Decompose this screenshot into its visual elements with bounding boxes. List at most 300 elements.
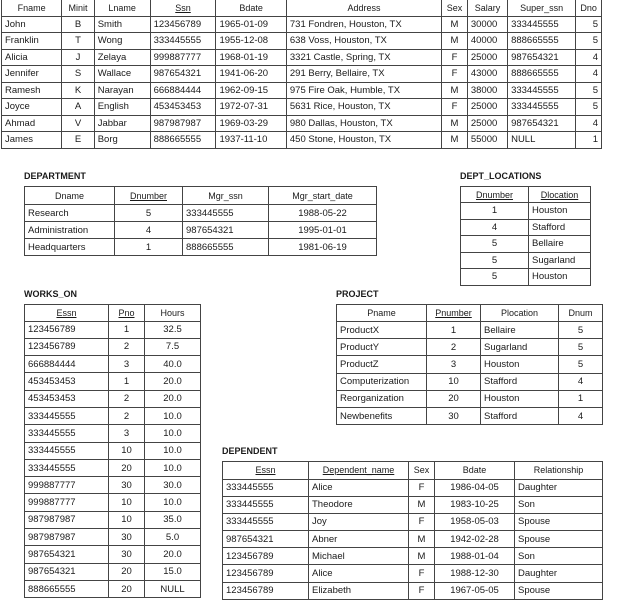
dependent-cell-essn: 123456789 [223, 565, 309, 582]
employee-cell-ssn: 453453453 [150, 99, 216, 116]
dependent-cell-essn: 333445555 [223, 479, 309, 496]
project-cell-plocation: Houston [481, 390, 559, 407]
employee-cell-salary: 25000 [467, 99, 507, 116]
department-header-dname: Dname [25, 187, 115, 205]
dept-locations-cell-dnumber: 5 [461, 252, 529, 269]
department-body [25, 205, 377, 256]
employee-cell-dno: 4 [576, 66, 602, 83]
department-header-row [25, 187, 377, 205]
employee-cell-address: 975 Fire Oak, Humble, TX [286, 82, 441, 99]
employee-cell-bdate: 1955-12-08 [216, 33, 286, 50]
employee-header-dno: Dno [576, 0, 602, 16]
dependent-header-sex: Sex [409, 462, 435, 480]
dependent-cell-bdate: 1988-01-04 [435, 548, 515, 565]
works-on-row [25, 390, 201, 407]
works-on-cell-essn: 453453453 [25, 373, 109, 390]
employee-row [2, 82, 602, 99]
employee-cell-salary: 38000 [467, 82, 507, 99]
department-cell-dname: Administration [25, 222, 115, 239]
department-row [25, 205, 377, 222]
employee-cell-salary: 55000 [467, 132, 507, 149]
works-on-row [25, 321, 201, 338]
dependent-body [223, 479, 603, 599]
dept-locations-title: DEPT_LOCATIONS [460, 171, 542, 181]
dept-locations-table [460, 186, 591, 286]
dependent-header-bdate: Bdate [435, 462, 515, 480]
project-cell-pname: Computerization [337, 373, 427, 390]
works-on-cell-pno: 2 [109, 390, 145, 407]
works-on-row [25, 425, 201, 442]
employee-cell-lname: Zelaya [94, 49, 150, 66]
dependent-cell-sex: M [409, 531, 435, 548]
employee-cell-bdate: 1965-01-09 [216, 16, 286, 33]
dept-locations-cell-dlocation: Houston [529, 269, 591, 286]
employee-header-ssn: Ssn [150, 0, 216, 16]
employee-cell-fname: Franklin [2, 33, 62, 50]
employee-cell-ssn: 999887777 [150, 49, 216, 66]
dept-locations-cell-dnumber: 1 [461, 203, 529, 220]
project-cell-pnumber: 10 [427, 373, 481, 390]
dependent-cell-sex: F [409, 513, 435, 530]
works-on-cell-essn: 987654321 [25, 563, 109, 580]
employee-cell-fname: John [2, 16, 62, 33]
dependent-cell-relationship: Spouse [515, 531, 603, 548]
dependent-cell-sex: F [409, 565, 435, 582]
employee-cell-sex: F [442, 66, 468, 83]
works-on-cell-hours: 7.5 [145, 338, 201, 355]
dept-locations-header-row [461, 187, 591, 203]
works-on-row [25, 494, 201, 511]
employee-cell-salary: 30000 [467, 16, 507, 33]
works-on-cell-pno: 10 [109, 511, 145, 528]
dept-locations-header-dnumber: Dnumber [461, 187, 529, 203]
project-cell-pname: ProductX [337, 322, 427, 339]
works-on-cell-hours: NULL [145, 580, 201, 597]
department-cell-mgr-ssn: 987654321 [183, 222, 269, 239]
dept-locations-cell-dlocation: Bellaire [529, 236, 591, 253]
works-on-cell-hours: 10.0 [145, 407, 201, 424]
employee-header-super-ssn: Super_ssn [508, 0, 576, 16]
project-row [337, 322, 603, 339]
works-on-cell-pno: 2 [109, 407, 145, 424]
works-on-row [25, 546, 201, 563]
project-body [337, 322, 603, 425]
employee-cell-fname: Ahmad [2, 115, 62, 132]
employee-cell-minit: A [62, 99, 94, 116]
employee-row [2, 49, 602, 66]
works-on-row [25, 356, 201, 373]
project-cell-dnum: 4 [559, 407, 603, 424]
department-row [25, 222, 377, 239]
dependent-title: DEPENDENT [222, 446, 278, 456]
works-on-row [25, 442, 201, 459]
project-cell-pnumber: 20 [427, 390, 481, 407]
dependent-cell-essn: 333445555 [223, 513, 309, 530]
department-header-mgr-ssn: Mgr_ssn [183, 187, 269, 205]
works-on-cell-essn: 333445555 [25, 425, 109, 442]
project-cell-pname: ProductY [337, 339, 427, 356]
dependent-cell-essn: 987654321 [223, 531, 309, 548]
project-row [337, 356, 603, 373]
employee-cell-bdate: 1969-03-29 [216, 115, 286, 132]
department-cell-mgr-start-date: 1981-06-19 [269, 239, 377, 256]
project-header-plocation: Plocation [481, 305, 559, 322]
dependent-cell-sex: M [409, 496, 435, 513]
dependent-row [223, 479, 603, 496]
works-on-cell-pno: 20 [109, 563, 145, 580]
dependent-cell-sex: M [409, 548, 435, 565]
works-on-cell-pno: 1 [109, 373, 145, 390]
dependent-cell-dependent-name: Abner [309, 531, 409, 548]
works-on-row [25, 563, 201, 580]
department-row [25, 239, 377, 256]
works-on-cell-hours: 20.0 [145, 546, 201, 563]
project-row [337, 373, 603, 390]
project-row [337, 339, 603, 356]
works-on-row [25, 373, 201, 390]
project-cell-pnumber: 3 [427, 356, 481, 373]
employee-cell-super-ssn: 987654321 [508, 49, 576, 66]
works-on-header-essn: Essn [25, 305, 109, 322]
dependent-cell-bdate: 1988-12-30 [435, 565, 515, 582]
employee-cell-ssn: 987654321 [150, 66, 216, 83]
employee-cell-lname: Narayan [94, 82, 150, 99]
dependent-row [223, 548, 603, 565]
works-on-cell-pno: 3 [109, 356, 145, 373]
project-cell-pname: Reorganization [337, 390, 427, 407]
works-on-cell-hours: 10.0 [145, 494, 201, 511]
employee-header-address: Address [286, 0, 441, 16]
employee-cell-dno: 5 [576, 33, 602, 50]
project-cell-plocation: Stafford [481, 407, 559, 424]
project-header-row [337, 305, 603, 322]
dependent-cell-relationship: Spouse [515, 582, 603, 599]
works-on-title: WORKS_ON [24, 289, 78, 299]
dept-locations-body [461, 203, 591, 286]
works-on-body [25, 321, 201, 598]
dependent-cell-bdate: 1983-10-25 [435, 496, 515, 513]
department-cell-dnumber: 1 [115, 239, 183, 256]
employee-cell-bdate: 1941-06-20 [216, 66, 286, 83]
dependent-cell-dependent-name: Alice [309, 565, 409, 582]
dependent-cell-dependent-name: Alice [309, 479, 409, 496]
department-table [24, 186, 377, 256]
employee-cell-super-ssn: 333445555 [508, 82, 576, 99]
dependent-cell-bdate: 1942-02-28 [435, 531, 515, 548]
department-cell-mgr-start-date: 1988-05-22 [269, 205, 377, 222]
dependent-row [223, 531, 603, 548]
dependent-cell-bdate: 1967-05-05 [435, 582, 515, 599]
employee-cell-bdate: 1972-07-31 [216, 99, 286, 116]
works-on-cell-hours: 5.0 [145, 529, 201, 546]
employee-cell-super-ssn: 888665555 [508, 33, 576, 50]
works-on-cell-hours: 20.0 [145, 373, 201, 390]
employee-cell-salary: 25000 [467, 115, 507, 132]
employee-cell-sex: F [442, 49, 468, 66]
project-cell-plocation: Houston [481, 356, 559, 373]
works-on-row [25, 459, 201, 476]
employee-cell-address: 980 Dallas, Houston, TX [286, 115, 441, 132]
dependent-row [223, 496, 603, 513]
employee-cell-dno: 5 [576, 99, 602, 116]
employee-cell-salary: 43000 [467, 66, 507, 83]
employee-table [1, 0, 602, 149]
dependent-cell-essn: 333445555 [223, 496, 309, 513]
employee-cell-address: 731 Fondren, Houston, TX [286, 16, 441, 33]
dependent-cell-dependent-name: Michael [309, 548, 409, 565]
works-on-cell-pno: 1 [109, 321, 145, 338]
works-on-cell-pno: 30 [109, 529, 145, 546]
employee-cell-lname: Smith [94, 16, 150, 33]
department-title: DEPARTMENT [24, 171, 86, 181]
works-on-table [24, 304, 201, 598]
dependent-cell-sex: F [409, 479, 435, 496]
employee-cell-lname: Jabbar [94, 115, 150, 132]
works-on-header-hours: Hours [145, 305, 201, 322]
project-header-pname: Pname [337, 305, 427, 322]
dependent-header-essn: Essn [223, 462, 309, 480]
employee-cell-bdate: 1968-01-19 [216, 49, 286, 66]
dependent-cell-dependent-name: Theodore [309, 496, 409, 513]
works-on-cell-hours: 40.0 [145, 356, 201, 373]
project-cell-dnum: 4 [559, 373, 603, 390]
dependent-cell-dependent-name: Elizabeth [309, 582, 409, 599]
employee-cell-super-ssn: NULL [508, 132, 576, 149]
dept-locations-header-dlocation: Dlocation [529, 187, 591, 203]
employee-cell-fname: James [2, 132, 62, 149]
works-on-row [25, 338, 201, 355]
employee-cell-ssn: 333445555 [150, 33, 216, 50]
dependent-row [223, 513, 603, 530]
dept-locations-cell-dnumber: 5 [461, 269, 529, 286]
employee-cell-sex: M [442, 115, 468, 132]
employee-cell-lname: English [94, 99, 150, 116]
employee-cell-address: 638 Voss, Houston, TX [286, 33, 441, 50]
employee-cell-minit: J [62, 49, 94, 66]
works-on-cell-hours: 10.0 [145, 425, 201, 442]
dept-locations-row [461, 269, 591, 286]
works-on-cell-essn: 999887777 [25, 477, 109, 494]
dependent-cell-relationship: Son [515, 548, 603, 565]
works-on-cell-hours: 10.0 [145, 442, 201, 459]
employee-cell-fname: Alicia [2, 49, 62, 66]
department-cell-dnumber: 4 [115, 222, 183, 239]
employee-cell-salary: 25000 [467, 49, 507, 66]
dependent-cell-essn: 123456789 [223, 582, 309, 599]
works-on-cell-pno: 30 [109, 477, 145, 494]
works-on-row [25, 477, 201, 494]
employee-cell-bdate: 1937-11-10 [216, 132, 286, 149]
employee-cell-dno: 5 [576, 82, 602, 99]
works-on-cell-essn: 333445555 [25, 459, 109, 476]
employee-cell-minit: S [62, 66, 94, 83]
project-header-dnum: Dnum [559, 305, 603, 322]
employee-cell-address: 450 Stone, Houston, TX [286, 132, 441, 149]
employee-cell-address: 291 Berry, Bellaire, TX [286, 66, 441, 83]
project-cell-plocation: Bellaire [481, 322, 559, 339]
project-row [337, 407, 603, 424]
works-on-cell-pno: 20 [109, 459, 145, 476]
dependent-cell-relationship: Daughter [515, 565, 603, 582]
employee-row [2, 33, 602, 50]
works-on-row [25, 529, 201, 546]
employee-cell-dno: 5 [576, 16, 602, 33]
employee-row [2, 16, 602, 33]
project-cell-pname: ProductZ [337, 356, 427, 373]
dependent-header-relationship: Relationship [515, 462, 603, 480]
employee-cell-minit: E [62, 132, 94, 149]
employee-cell-super-ssn: 888665555 [508, 66, 576, 83]
employee-cell-lname: Wong [94, 33, 150, 50]
works-on-cell-hours: 30.0 [145, 477, 201, 494]
employee-row [2, 99, 602, 116]
dept-locations-row [461, 236, 591, 253]
employee-cell-lname: Borg [94, 132, 150, 149]
dependent-cell-dependent-name: Joy [309, 513, 409, 530]
works-on-cell-essn: 123456789 [25, 321, 109, 338]
dept-locations-cell-dnumber: 5 [461, 236, 529, 253]
employee-cell-super-ssn: 333445555 [508, 16, 576, 33]
department-header-mgr-start-date: Mgr_start_date [269, 187, 377, 205]
works-on-cell-hours: 35.0 [145, 511, 201, 528]
project-table [336, 304, 603, 425]
employee-cell-ssn: 987987987 [150, 115, 216, 132]
employee-cell-dno: 1 [576, 132, 602, 149]
dept-locations-cell-dnumber: 4 [461, 219, 529, 236]
dependent-cell-bdate: 1958-05-03 [435, 513, 515, 530]
works-on-header-pno: Pno [109, 305, 145, 322]
project-cell-dnum: 5 [559, 322, 603, 339]
department-cell-dname: Headquarters [25, 239, 115, 256]
works-on-cell-essn: 666884444 [25, 356, 109, 373]
employee-header-bdate: Bdate [216, 0, 286, 16]
employee-cell-sex: M [442, 16, 468, 33]
works-on-cell-essn: 987987987 [25, 529, 109, 546]
works-on-row [25, 580, 201, 597]
works-on-row [25, 407, 201, 424]
department-cell-dnumber: 5 [115, 205, 183, 222]
works-on-row [25, 511, 201, 528]
works-on-cell-pno: 20 [109, 580, 145, 597]
employee-header-sex: Sex [442, 0, 468, 16]
project-cell-plocation: Stafford [481, 373, 559, 390]
works-on-cell-hours: 20.0 [145, 390, 201, 407]
works-on-cell-essn: 123456789 [25, 338, 109, 355]
works-on-cell-pno: 10 [109, 442, 145, 459]
employee-cell-lname: Wallace [94, 66, 150, 83]
dept-locations-cell-dlocation: Stafford [529, 219, 591, 236]
project-cell-dnum: 1 [559, 390, 603, 407]
works-on-cell-essn: 999887777 [25, 494, 109, 511]
employee-cell-address: 3321 Castle, Spring, TX [286, 49, 441, 66]
employee-header-salary: Salary [467, 0, 507, 16]
employee-header-minit: Minit [62, 0, 94, 16]
employee-header-row [2, 0, 602, 16]
employee-row [2, 66, 602, 83]
project-cell-plocation: Sugarland [481, 339, 559, 356]
employee-cell-salary: 40000 [467, 33, 507, 50]
dependent-header-row [223, 462, 603, 480]
dependent-cell-relationship: Daughter [515, 479, 603, 496]
employee-cell-minit: B [62, 16, 94, 33]
employee-row [2, 115, 602, 132]
works-on-cell-essn: 453453453 [25, 390, 109, 407]
dependent-header-dependent-name: Dependent_name [309, 462, 409, 480]
works-on-cell-hours: 32.5 [145, 321, 201, 338]
dept-locations-row [461, 252, 591, 269]
project-cell-pnumber: 30 [427, 407, 481, 424]
employee-cell-dno: 4 [576, 115, 602, 132]
employee-cell-bdate: 1962-09-15 [216, 82, 286, 99]
department-cell-dname: Research [25, 205, 115, 222]
dept-locations-cell-dlocation: Sugarland [529, 252, 591, 269]
employee-cell-sex: M [442, 82, 468, 99]
dependent-row [223, 565, 603, 582]
employee-body [2, 16, 602, 148]
department-cell-mgr-start-date: 1995-01-01 [269, 222, 377, 239]
dependent-cell-relationship: Son [515, 496, 603, 513]
works-on-cell-essn: 333445555 [25, 442, 109, 459]
employee-cell-ssn: 123456789 [150, 16, 216, 33]
employee-cell-minit: K [62, 82, 94, 99]
dept-locations-row [461, 203, 591, 220]
works-on-cell-essn: 987654321 [25, 546, 109, 563]
employee-cell-super-ssn: 333445555 [508, 99, 576, 116]
dependent-cell-relationship: Spouse [515, 513, 603, 530]
employee-cell-sex: M [442, 33, 468, 50]
project-cell-dnum: 5 [559, 339, 603, 356]
employee-header-lname: Lname [94, 0, 150, 16]
department-header-dnumber: Dnumber [115, 187, 183, 205]
employee-cell-sex: M [442, 132, 468, 149]
project-header-pnumber: Pnumber [427, 305, 481, 322]
project-cell-dnum: 5 [559, 356, 603, 373]
employee-cell-fname: Ramesh [2, 82, 62, 99]
works-on-cell-essn: 333445555 [25, 407, 109, 424]
employee-cell-fname: Joyce [2, 99, 62, 116]
department-cell-mgr-ssn: 333445555 [183, 205, 269, 222]
employee-cell-sex: F [442, 99, 468, 116]
project-cell-pname: Newbenefits [337, 407, 427, 424]
employee-cell-minit: T [62, 33, 94, 50]
employee-cell-minit: V [62, 115, 94, 132]
employee-cell-ssn: 888665555 [150, 132, 216, 149]
employee-cell-ssn: 666884444 [150, 82, 216, 99]
employee-row [2, 132, 602, 149]
dependent-cell-bdate: 1986-04-05 [435, 479, 515, 496]
employee-cell-dno: 4 [576, 49, 602, 66]
project-cell-pnumber: 2 [427, 339, 481, 356]
employee-cell-super-ssn: 987654321 [508, 115, 576, 132]
project-cell-pnumber: 1 [427, 322, 481, 339]
works-on-cell-pno: 30 [109, 546, 145, 563]
employee-cell-address: 5631 Rice, Houston, TX [286, 99, 441, 116]
works-on-cell-essn: 888665555 [25, 580, 109, 597]
employee-cell-fname: Jennifer [2, 66, 62, 83]
dept-locations-cell-dlocation: Houston [529, 203, 591, 220]
department-cell-mgr-ssn: 888665555 [183, 239, 269, 256]
project-row [337, 390, 603, 407]
works-on-cell-pno: 10 [109, 494, 145, 511]
employee-header-fname: Fname [2, 0, 62, 16]
works-on-cell-hours: 10.0 [145, 459, 201, 476]
works-on-cell-essn: 987987987 [25, 511, 109, 528]
dependent-row [223, 582, 603, 599]
works-on-cell-hours: 15.0 [145, 563, 201, 580]
works-on-header-row [25, 305, 201, 322]
works-on-cell-pno: 2 [109, 338, 145, 355]
dependent-cell-essn: 123456789 [223, 548, 309, 565]
